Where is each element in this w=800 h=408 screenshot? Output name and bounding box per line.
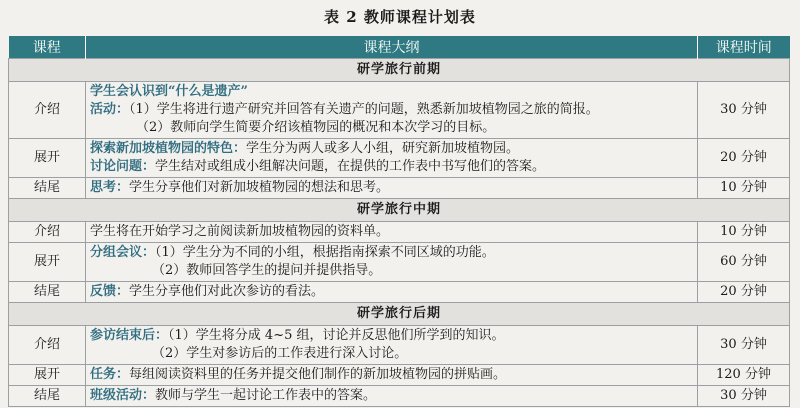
table-row xyxy=(9,178,790,199)
outline-cell xyxy=(86,282,698,303)
outline-text: （2）教师回答学生的提问并提供指导。 xyxy=(152,263,382,278)
time-cell: 20 分钟 xyxy=(698,139,790,178)
table-header-row xyxy=(9,36,790,59)
outline-label: 思考： xyxy=(90,180,130,195)
outline-text: （2）教师向学生简要介绍该植物园的概况和本次学习的目标。 xyxy=(136,120,496,135)
stage-cell: 结尾 xyxy=(9,386,86,407)
outline-cell xyxy=(86,243,698,282)
outline-text: （2）学生对参访后的工作表进行深入讨论。 xyxy=(152,346,408,361)
phase-row xyxy=(9,303,790,326)
outline-text: 学生分享他们对此次参访的看法。 xyxy=(129,284,325,299)
outline-label: 班级活动： xyxy=(90,388,156,403)
outline-text: （1）学生分为不同的小组，根据指南探索不同区域的功能。 xyxy=(155,245,495,260)
outline-text: 学生结对或组成小组解决问题，在提供的工作表中书写他们的答案。 xyxy=(155,159,546,174)
time-cell: 30 分钟 xyxy=(698,386,790,407)
time-cell: 120 分钟 xyxy=(698,365,790,386)
outline-cell xyxy=(86,326,698,365)
outline-label: 探索新加坡植物园的特色： xyxy=(90,141,247,156)
table-row xyxy=(9,365,790,386)
table-row xyxy=(9,139,790,178)
phase-title: 研学旅行后期 xyxy=(9,303,790,326)
stage-cell: 介绍 xyxy=(9,222,86,243)
outline-label: 参访结束后： xyxy=(90,328,169,343)
table-title: 表 2 教师课程计划表 xyxy=(324,8,476,26)
outline-label: 讨论问题： xyxy=(90,159,156,174)
course-plan-table xyxy=(8,36,790,407)
outline-text: 每组阅读资料里的任务并提交他们制作的新加坡植物园的拼贴画。 xyxy=(129,367,507,382)
time-cell: 10 分钟 xyxy=(698,178,790,199)
outline-label: 反馈： xyxy=(90,284,130,299)
outline-text: 学生分享他们对新加坡植物园的想法和思考。 xyxy=(129,180,390,195)
stage-cell: 介绍 xyxy=(9,82,86,139)
stage-cell: 介绍 xyxy=(9,326,86,365)
table-row xyxy=(9,222,790,243)
outline-text: 教师与学生一起讨论工作表中的答案。 xyxy=(155,388,377,403)
outline-text: 学生分为两人或多人小组，研究新加坡植物园。 xyxy=(246,141,520,156)
time-cell: 30 分钟 xyxy=(698,326,790,365)
stage-cell: 展开 xyxy=(9,365,86,386)
header-outline: 课程大纲 xyxy=(86,36,698,59)
time-cell: 10 分钟 xyxy=(698,222,790,243)
time-cell: 60 分钟 xyxy=(698,243,790,282)
table-row xyxy=(9,326,790,365)
table-row xyxy=(9,282,790,303)
header-time: 课程时间 xyxy=(698,36,790,59)
phase-row xyxy=(9,199,790,222)
phase-title: 研学旅行前期 xyxy=(9,59,790,82)
outline-cell xyxy=(86,365,698,386)
stage-cell: 展开 xyxy=(9,139,86,178)
phase-row xyxy=(9,59,790,82)
outline-cell xyxy=(86,139,698,178)
time-cell: 30 分钟 xyxy=(698,82,790,139)
header-course: 课程 xyxy=(9,36,86,59)
outline-label: 学生会认识到“什么是遗产” xyxy=(90,84,248,99)
outline-label: 活动： xyxy=(90,102,130,117)
outline-cell xyxy=(86,386,698,407)
stage-cell: 结尾 xyxy=(9,178,86,199)
table-row xyxy=(9,386,790,407)
outline-cell xyxy=(86,178,698,199)
table-row xyxy=(9,82,790,139)
outline-text: 学生将在开始学习之前阅读新加坡植物园的资料单。 xyxy=(90,224,390,239)
outline-label: 任务： xyxy=(90,367,130,382)
stage-cell: 展开 xyxy=(9,243,86,282)
outline-cell xyxy=(86,82,698,139)
stage-cell: 结尾 xyxy=(9,282,86,303)
table-row xyxy=(9,243,790,282)
outline-text: （1）学生将分成 4~5 组，讨论并反思他们所学到的知识。 xyxy=(168,328,505,343)
outline-text: （1）学生将进行遗产研究并回答有关遗产的问题，熟悉新加坡植物园之旅的简报。 xyxy=(129,102,599,117)
outline-label: 分组会议： xyxy=(90,245,156,260)
outline-cell xyxy=(86,222,698,243)
time-cell: 20 分钟 xyxy=(698,282,790,303)
phase-title: 研学旅行中期 xyxy=(9,199,790,222)
